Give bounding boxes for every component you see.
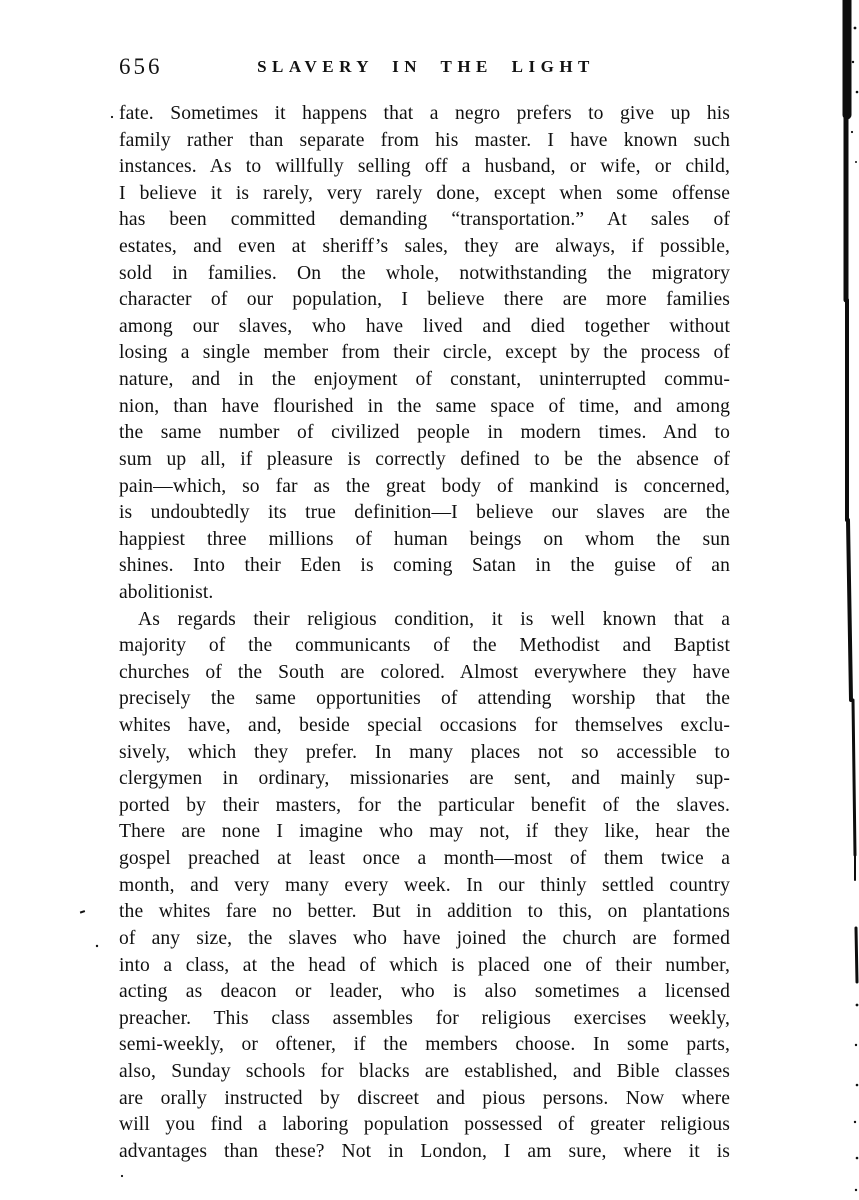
text-line: semi-weekly, or oftener, if the members choose. In some parts, — [119, 1034, 730, 1056]
text-line: also, Sunday schools for blacks are established, and Bible classes — [119, 1060, 730, 1082]
text-line: As regards their religious condition, it is well known that a — [138, 608, 730, 630]
text-line: abolitionist. — [119, 581, 214, 603]
text-line: gospel preached at least once a month—most of them twice a — [119, 848, 730, 870]
text-line: acting as deacon or leader, who is also sometimes a licensed — [119, 981, 730, 1003]
page-number: 656 — [119, 54, 163, 79]
text-line: precisely the same opportunities of attending worship that the — [119, 688, 730, 710]
text-line: advantages than these? Not in London, I am sure, where it is — [119, 1140, 730, 1162]
text-line: the whites fare no better. But in addition to this, on plantations — [119, 901, 730, 923]
text-line: fate. Sometimes it happens that a negro prefers to give up his — [119, 103, 730, 124]
text-line: into a class, at the head of which is placed one of their number, — [119, 954, 730, 976]
text-line: family rather than separate from his master. I have known such — [119, 129, 730, 151]
text-line: character of our population, I believe there are more families — [119, 289, 730, 311]
text-line: churches of the South are colored. Almost everywhere they have — [119, 661, 730, 683]
text-line: nature, and in the enjoyment of constant, uninterrupted commu- — [119, 369, 730, 391]
text-line: There are none I imagine who may not, if they like, hear the — [119, 821, 730, 843]
text-line: ported by their masters, for the particular benefit of the slaves. — [119, 794, 730, 816]
text-line: has been committed demanding “transportation.” At sales of — [119, 209, 730, 231]
text-line: happiest three millions of human beings on whom the sun — [119, 528, 730, 550]
text-line: preacher. This class assembles for religious exercises weekly, — [119, 1007, 730, 1029]
running-header: SLAVERY IN THE LIGHT — [257, 57, 595, 76]
text-line: pain—which, so far as the great body of mankind is concerned, — [119, 475, 730, 497]
text-line: clergymen in ordinary, missionaries are sent, and mainly sup- — [119, 768, 730, 790]
text-line: losing a single member from their circle, except by the process of — [119, 342, 730, 364]
text-line: majority of the communicants of the Methodist and Baptist — [119, 635, 730, 657]
text-line: among our slaves, who have lived and died together without — [119, 315, 730, 337]
text-line: shines. Into their Eden is coming Satan in the guise of an — [119, 555, 730, 577]
text-line: will you find a laboring population possessed of greater religious — [119, 1114, 730, 1136]
text-line: is undoubtedly its true definition—I believe our slaves are the — [119, 502, 730, 524]
page-text — [119, 101, 730, 1165]
text-line: are orally instructed by discreet and pious persons. Now where — [119, 1087, 730, 1109]
text-line: sum up all, if pleasure is correctly defined to be the absence of — [119, 448, 730, 470]
text-line: I believe it is rarely, very rarely done, except when some offense — [119, 182, 730, 204]
text-line: estates, and even at sheriff’s sales, they are always, if possible, — [119, 236, 730, 258]
text-line: month, and very many every week. In our thinly settled country — [119, 874, 730, 896]
text-line: nion, than have flourished in the same space of time, and among — [119, 395, 730, 417]
text-line: sold in families. On the whole, notwithstanding the migratory — [119, 262, 730, 284]
text-line: the same number of civilized people in modern times. And to — [119, 422, 730, 444]
text-line: of any size, the slaves who have joined the church are formed — [119, 927, 730, 949]
text-line: whites have, and, beside special occasions for themselves exclu- — [119, 715, 730, 737]
text-line: sively, which they prefer. In many places not so accessible to — [119, 741, 730, 763]
text-line: instances. As to willfully selling off a husband, or wife, or child, — [119, 156, 730, 178]
